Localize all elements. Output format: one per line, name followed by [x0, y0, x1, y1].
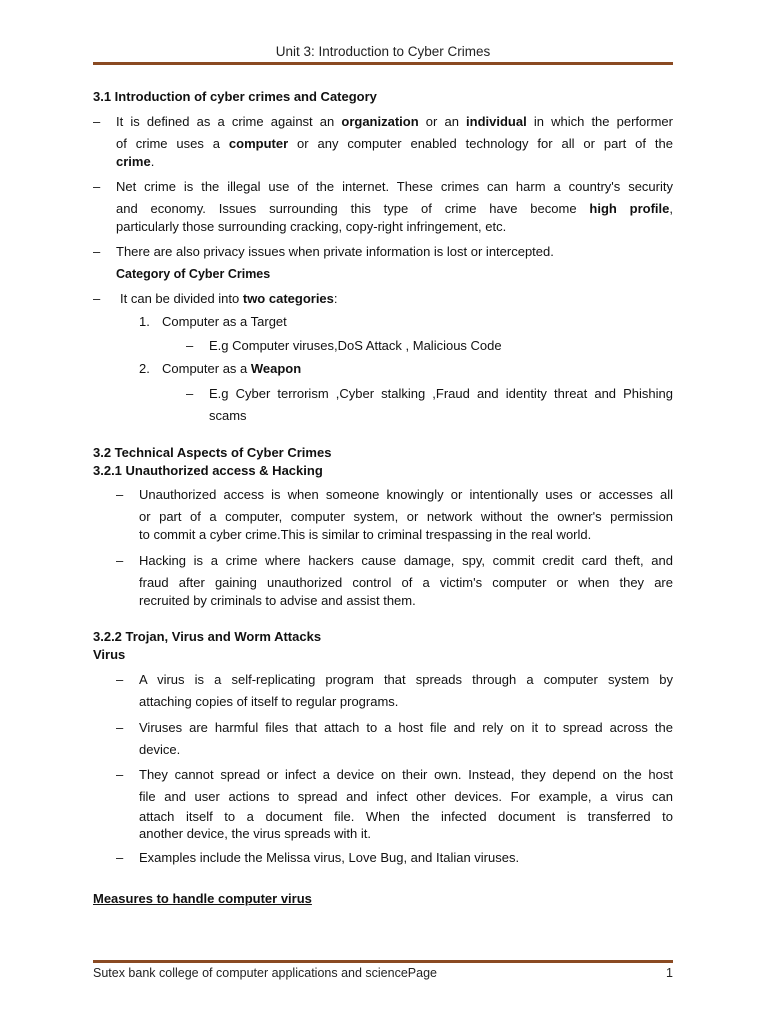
page-header-title: Unit 3: Introduction to Cyber Crimes [275, 44, 491, 59]
footer-rule [93, 960, 673, 963]
bullet-unauthorized-access: Unauthorized access is when someone knowingly or intentionally uses or accesses all or part of a computer, computer system, or network without the owner's permission to commit a cyber crime.This is similar to criminal trespassing in the real world. [139, 487, 673, 542]
list-item-1-example: E.g Computer viruses,DoS Attack , Malicious Code [209, 338, 502, 353]
bullet-dash: – [93, 291, 101, 306]
measures-heading: Measures to handle computer virus [93, 891, 312, 906]
bullet-virus-harmful: Viruses are harmful files that attach to a host file and rely on it to spread across the device. [139, 720, 673, 757]
bullet-privacy: There are also privacy issues when private information is lost or intercepted. [116, 244, 554, 259]
list-item-2-number: 2. [139, 361, 150, 376]
bullet-categories: It can be divided into two categories: [120, 291, 338, 306]
list-item-1-number: 1. [139, 314, 150, 329]
list-item-2-label: Computer as a Weapon [162, 361, 302, 376]
list-item-2-example: E.g Cyber terrorism ,Cyber stalking ,Fraud and identity threat and Phishing scams [209, 386, 673, 423]
bullet-dash: – [93, 179, 101, 194]
page-footer-text: Sutex bank college of computer applications and sciencePage [93, 966, 437, 980]
page-number: 1 [666, 966, 673, 980]
section-3-2-1-heading: 3.2.1 Unauthorized access & Hacking [93, 463, 323, 478]
bullet-dash: – [116, 767, 124, 782]
bullet-dash: – [116, 672, 124, 687]
bullet-virus-examples: Examples include the Melissa virus, Love Bug, and Italian viruses. [139, 850, 520, 865]
bullet-virus-spread: They cannot spread or infect a device on their own. Instead, they depend on the host file and user actions to spread and infect other devices. For example, a virus can attach itself to a document file. When the infected document is transferred to another device, the virus spreads with it. [139, 767, 673, 841]
bullet-dash: – [186, 386, 194, 401]
virus-heading: Virus [93, 647, 126, 662]
section-3-2-2-heading: 3.2.2 Trojan, Virus and Worm Attacks [93, 629, 322, 644]
bullet-virus-definition: A virus is a self-replicating program that spreads through a computer system by attaching copies of itself to regular programs. [139, 672, 673, 709]
bullet-dash: – [116, 553, 124, 568]
bullet-dash: – [116, 850, 124, 865]
bullet-dash: – [116, 720, 124, 735]
bullet-dash: – [93, 244, 101, 259]
bullet-dash: – [186, 338, 194, 353]
list-item-1-label: Computer as a Target [162, 314, 287, 329]
section-3-2-heading: 3.2 Technical Aspects of Cyber Crimes [93, 445, 332, 460]
section-3-1-heading: 3.1 Introduction of cyber crimes and Category [93, 89, 377, 104]
bullet-dash: – [116, 487, 124, 502]
bullet-dash: – [93, 114, 101, 129]
category-heading: Category of Cyber Crimes [116, 267, 271, 281]
bullet-definition: It is defined as a crime against an organization or an individual in which the performer of crime uses a computer or any computer enabled technology for all or part of the crime. [116, 114, 673, 169]
bullet-net-crime: Net crime is the illegal use of the internet. These crimes can harm a country's security and economy. Issues surrounding this type of crime have become high profile, particularly those surrounding cracking, copy-right infringement, etc. [116, 179, 673, 234]
header-rule [93, 62, 673, 65]
bullet-hacking: Hacking is a crime where hackers cause damage, spy, commit credit card theft, and fraud after gaining unauthorized control of a victim's computer or when they are recruited by criminals to advise and assist them. [139, 553, 673, 608]
